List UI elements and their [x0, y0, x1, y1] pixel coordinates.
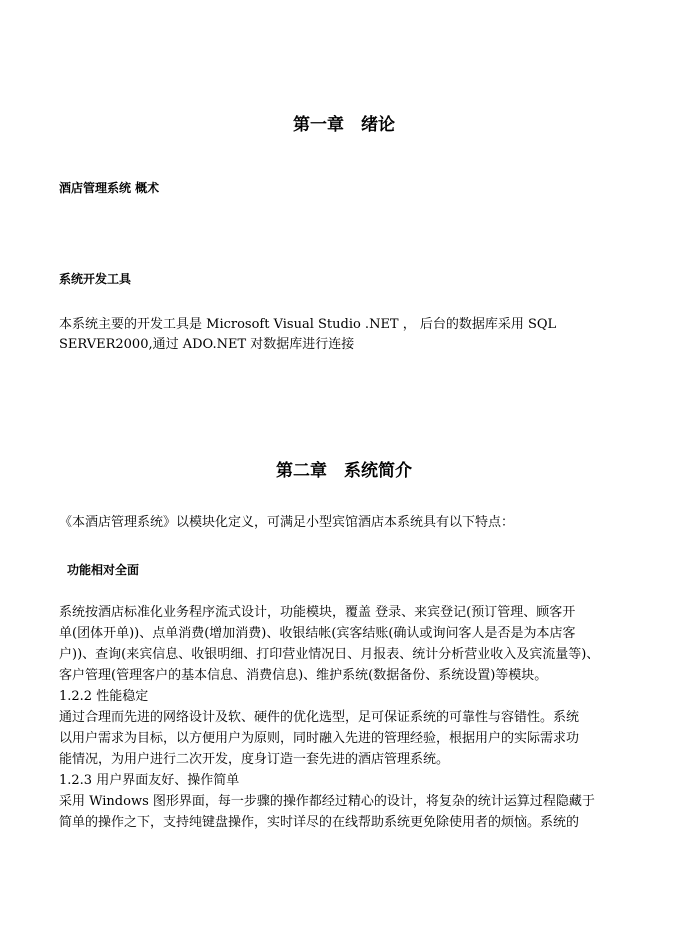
tools-text-line-2: SERVER2000,通过 ADO.NET 对数据库进行连接 [59, 337, 355, 352]
feature-1-heading: 功能相对全面 [67, 563, 140, 577]
feature-1-line: 客户管理(管理客户的基本信息、消费信息)、维护系统(数据备份、系统设置)等模块。 [59, 668, 548, 683]
feature-2-line: 通过合理而先进的网络设计及软、硬件的优化选型，足可保证系统的可靠性与容错性。系统 [59, 710, 580, 725]
feature-2-heading: 1.2.2 性能稳定 [59, 689, 149, 704]
feature-2-line: 能情况，为用户进行二次开发，度身订造一套先进的酒店管理系统。 [59, 752, 450, 767]
feature-3-heading: 1.2.3 用户界面友好、操作简单 [59, 773, 240, 788]
chapter-1-title: 第一章 绪论 [293, 115, 395, 135]
feature-2-line: 以用户需求为目标，以方便用户为原则，同时融入先进的管理经验，根据用户的实际需求功 [59, 731, 580, 746]
chapter-2-intro: 《本酒店管理系统》以模块化定义，可满足小型宾馆酒店本系统具有以下特点： [59, 515, 515, 530]
feature-1-line: 户))、查询(来宾信息、收银明细、打印营业情况日、月报表、统计分析营业收入及宾流量等)、 [59, 647, 600, 662]
feature-3-line: 采用 Windows 图形界面，每一步骤的操作都经过精心的设计，将复杂的统计运算过程隐藏于 [59, 794, 595, 809]
tools-heading: 系统开发工具 [59, 272, 132, 286]
feature-1-line: 系统按酒店标准化业务程序流式设计，功能模块，覆盖 登录、来宾登记(预订管理、顾客开 [59, 605, 576, 620]
feature-1-line: 单(团体开单))、点单消费(增加消费)、收银结帐(宾客结账(确认或询问客人是否是为本店客 [59, 626, 576, 641]
tools-text-line-1: 本系统主要的开发工具是 Microsoft Visual Studio .NET ， 后台的数据库采用 SQL [59, 317, 557, 332]
feature-3-line: 简单的操作之下，支持纯键盘操作，实时详尽的在线帮助系统更免除使用者的烦恼。系统的 [59, 815, 580, 830]
chapter-2-title: 第二章 系统简介 [276, 461, 412, 481]
overview-heading: 酒店管理系统 概术 [59, 181, 160, 195]
